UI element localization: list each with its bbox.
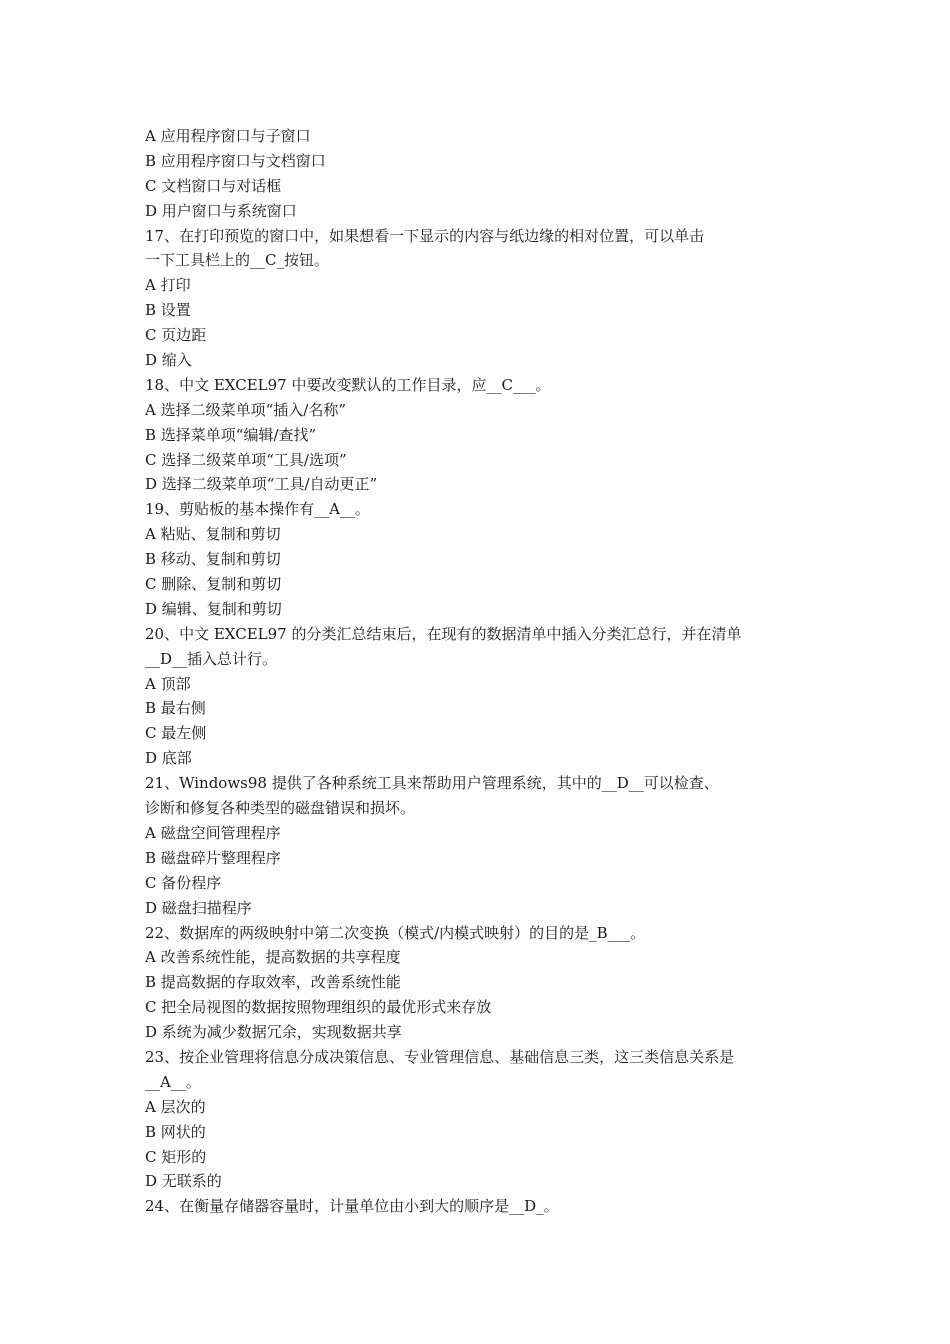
answer-option: C 矩形的 [145,1147,207,1166]
question-text: 24、在衡量存储器容量时，计量单位由小到大的顺序是__D_。 [145,1197,559,1216]
answer-option: A 改善系统性能，提高数据的共享程度 [145,948,401,967]
answer-option: B 移动、复制和剪切 [145,550,281,569]
answer-option: B 最右侧 [145,699,206,718]
answer-option: C 最左侧 [145,724,207,743]
question-text: 18、中文 EXCEL97 中要改变默认的工作目录，应__C___。 [145,375,551,394]
answer-option: B 网状的 [145,1122,206,1141]
answer-option: A 层次的 [145,1097,206,1116]
answer-option: A 应用程序窗口与子窗口 [145,127,311,145]
answer-option: A 顶部 [145,674,191,693]
answer-option: C 页边距 [145,326,207,345]
answer-option: D 无联系的 [145,1172,222,1191]
answer-option: B 磁盘碎片整理程序 [145,848,281,867]
question-text: 22、数据库的两级映射中第二次变换（模式/内模式映射）的目的是_B___。 [145,923,646,942]
answer-option: B 设置 [145,301,191,320]
answer-option: A 粘贴、复制和剪切 [145,525,281,544]
question-text: 23、按企业管理将信息分成决策信息、专业管理信息、基础信息三类，这三类信息关系是 [145,1047,735,1066]
question-text: 17、在打印预览的窗口中，如果想看一下显示的内容与纸边缘的相对位置，可以单击 [145,226,705,245]
question-text: 19、剪贴板的基本操作有__A__。 [145,500,370,519]
question-text-continued: 一下工具栏上的__C_按钮。 [145,251,329,270]
question-text-continued: __A__。 [145,1072,201,1091]
answer-option: B 应用程序窗口与文档窗口 [145,151,326,170]
answer-option: D 选择二级菜单项“工具/自动更正” [145,475,378,494]
answer-option: C 删除、复制和剪切 [145,575,282,594]
answer-option: C 备份程序 [145,873,222,892]
answer-option: C 文档窗口与对话框 [145,176,282,195]
answer-option: B 选择菜单项“编辑/查找” [145,425,317,444]
answer-option: C 把全局视图的数据按照物理组织的最优形式来存放 [145,998,492,1017]
document-body [145,124,825,1219]
question-text: 21、Windows98 提供了各种系统工具来帮助用户管理系统，其中的__D__可以检查、 [145,774,719,793]
question-text-continued: 诊断和修复各种类型的磁盘错误和损坏。 [145,799,416,818]
answer-option: D 磁盘扫描程序 [145,898,252,917]
answer-option: D 用户窗口与系统窗口 [145,201,297,220]
answer-option: A 打印 [145,276,191,295]
answer-option: A 选择二级菜单项“插入/名称” [145,400,346,419]
question-text: 20、中文 EXCEL97 的分类汇总结束后，在现有的数据清单中插入分类汇总行，并在清单 [145,624,742,643]
answer-option: D 系统为减少数据冗余，实现数据共享 [145,1023,402,1042]
answer-option: B 提高数据的存取效率，改善系统性能 [145,973,401,992]
answer-option: A 磁盘空间管理程序 [145,823,281,842]
question-text-continued: __D__插入总计行。 [145,649,278,668]
answer-option: D 缩入 [145,351,192,370]
answer-option: D 编辑、复制和剪切 [145,599,282,618]
answer-option: D 底部 [145,749,192,768]
answer-option: C 选择二级菜单项“工具/选项” [145,450,347,469]
